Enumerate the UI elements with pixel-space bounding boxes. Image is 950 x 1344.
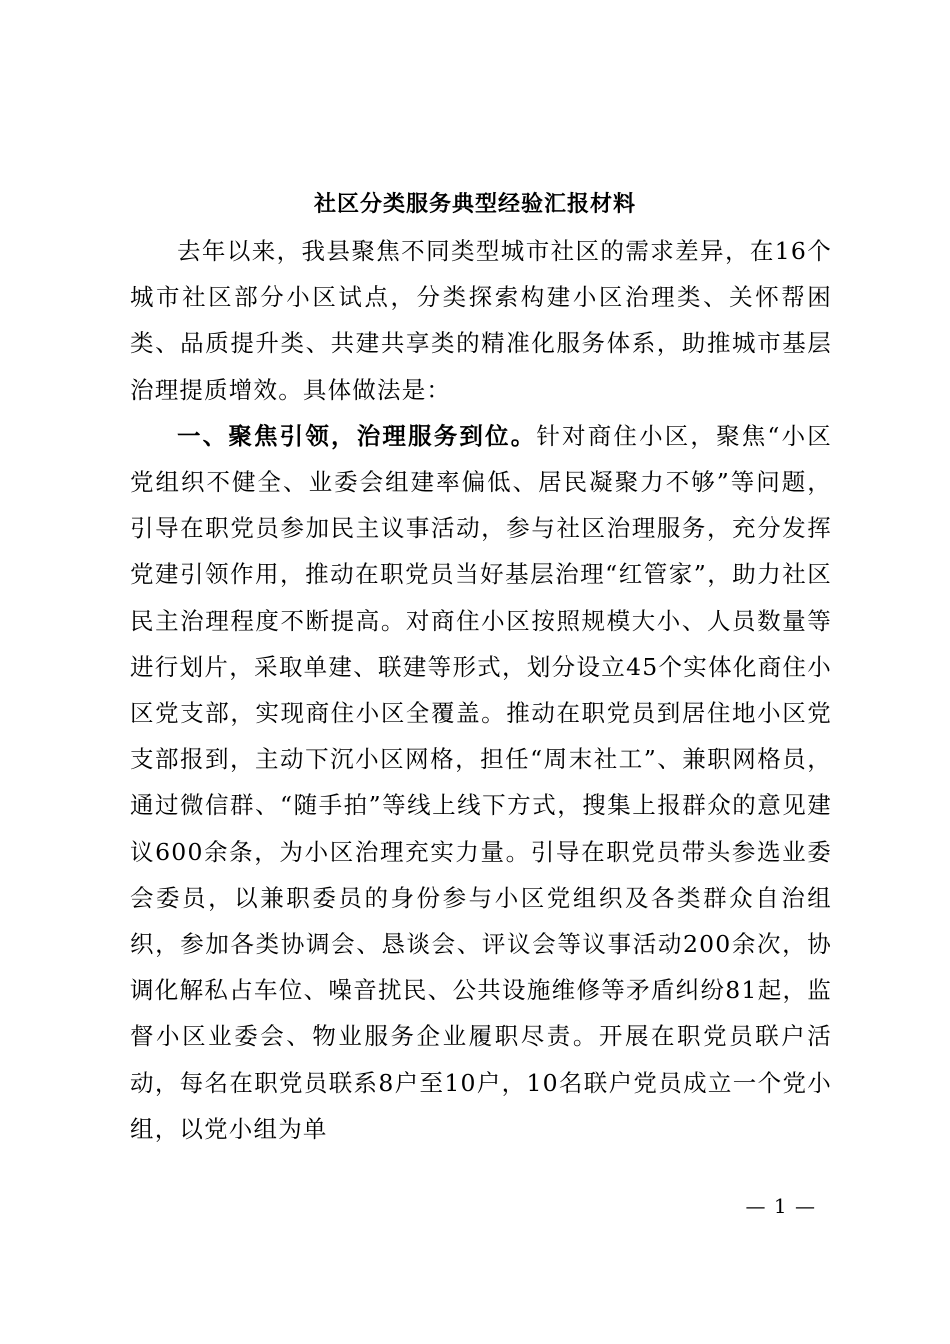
- section-one-text: 针对商住小区，聚焦“小区党组织不健全、业委会组建率偏低、居民凝聚力不够”等问题，引导在职党员参加民主议事活动，参与社区治理服务，充分发挥党建引领作用，推动在职党员当好基层治理“红管家”，助力社区民主治理程度不断提高。对商住小区按照规模大小、人员数量等进行划片，采取单建、联建等形式，划分设立45个实体化商住小区党支部，实现商住小区全覆盖。推动在职党员到居住地小区党支部报到，主动下沉小区网格，担任“周末社工”、兼职网格员，通过微信群、“随手拍”等线上线下方式，搜集上报群众的意见建议600余条，为小区治理充实力量。引导在职党员带头参选业委会委员，以兼职委员的身份参与小区党组织及各类群众自治组织，参加各类协调会、恳谈会、评议会等议事活动200余次，协调化解私占车位、噪音扰民、公共设施维修等矛盾纠纷81起，监督小区业委会、物业服务企业履职尽责。开展在职党员联户活动，每名在职党员联系8户至10户，10名联户党员成立一个党小组，以党小组为单: [130, 421, 832, 1143]
- paragraph-section-one: [130, 413, 832, 1152]
- section-one-heading: 一、聚焦引领，治理服务到位。: [177, 421, 537, 450]
- paragraph-intro-text: 去年以来，我县聚焦不同类型城市社区的需求差异，在16个城市社区部分小区试点，分类探索构建小区治理类、关怀帮困类、品质提升类、共建共享类的精准化服务体系，助推城市基层治理提质增效。具体做法是：: [130, 237, 832, 404]
- document-title: 社区分类服务典型经验汇报材料: [313, 191, 636, 217]
- paragraph-intro: [130, 228, 832, 413]
- page-number: — 1 —: [745, 1194, 816, 1218]
- document-body: [130, 228, 832, 1152]
